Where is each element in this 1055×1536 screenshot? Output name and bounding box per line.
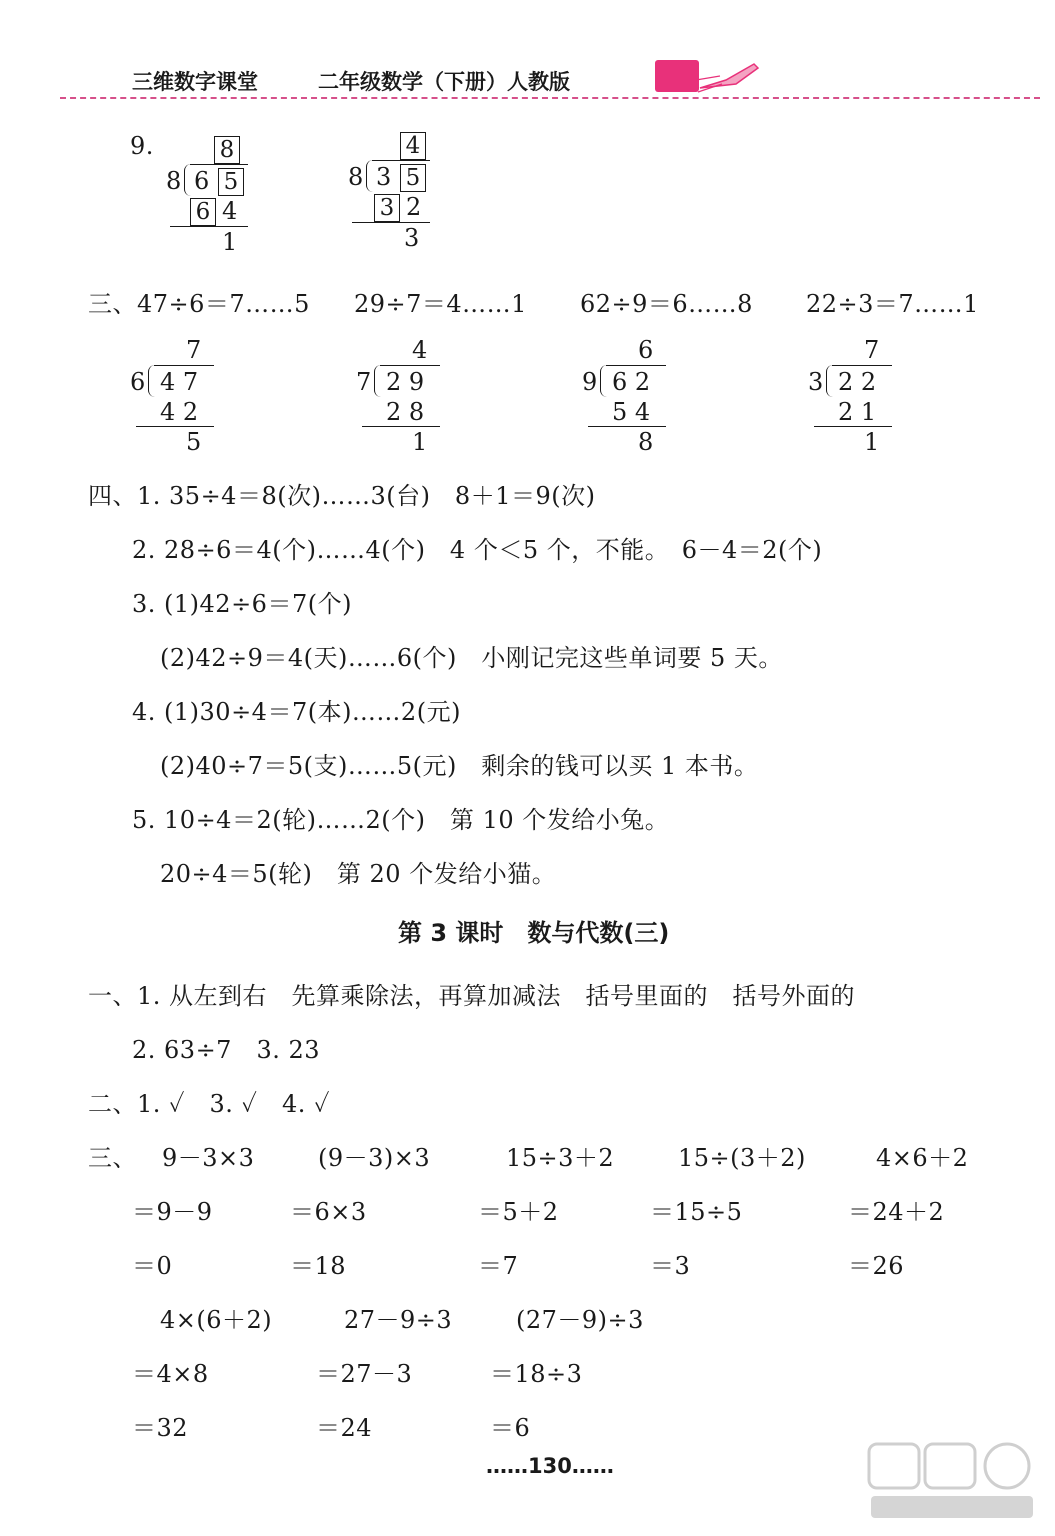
sec3-equation: 三、47÷6＝7……5 (88, 290, 310, 318)
dividend: 2 2 (838, 368, 877, 396)
division-bar (372, 160, 430, 161)
header-divider (60, 97, 1040, 99)
sec4-line: (2)42÷9＝4(天)……6(个) 小刚记完这些单词要 5 天。 (160, 644, 783, 672)
part2-line: 二、1. ✓ 3. ✓ 4. ✓ (88, 1090, 331, 1118)
product: 2 8 (386, 398, 425, 426)
calc-step: ＝5＋2 (478, 1198, 559, 1226)
remainder: 8 (638, 428, 654, 456)
subtraction-line (588, 426, 666, 427)
remainder: 5 (186, 428, 202, 456)
subtraction-line (136, 426, 214, 427)
calc-step: 15÷3＋2 (506, 1144, 615, 1172)
sec4-line: 3. (1)42÷6＝7(个) (132, 590, 352, 618)
remainder: 1 (412, 428, 428, 456)
lesson-title: 第 3 课时 数与代数(三) (398, 919, 670, 947)
division-bar (606, 365, 666, 366)
sec4-line: (2)40÷7＝5(支)……5(元) 剩余的钱可以买 1 本书。 (160, 752, 759, 780)
q9-label: 9. (130, 132, 154, 160)
calc-step: 4×6＋2 (876, 1144, 969, 1172)
subtraction-line (362, 426, 440, 427)
sec4-line: 4. (1)30÷4＝7(本)……2(元) (132, 698, 461, 726)
division-bracket (148, 365, 155, 397)
calc-step: ＝7 (478, 1252, 519, 1280)
quotient: 4 (412, 336, 428, 364)
calc-step: 15÷(3＋2) (678, 1144, 806, 1172)
calc-step: (9－3)×3 (318, 1144, 431, 1172)
division-bar (380, 365, 440, 366)
calc-step: ＝0 (132, 1252, 173, 1280)
dividend-box: 5 (400, 164, 426, 192)
header-book-title: 二年级数学（下册）人教版 (318, 70, 570, 94)
page-number: ……130…… (486, 1454, 614, 1478)
calc-step: ＝32 (132, 1414, 189, 1442)
product-box: 3 (374, 194, 400, 222)
calc-step: ＝4×8 (132, 1360, 209, 1388)
division-bracket (366, 160, 373, 192)
sec4-line: 四、1. 35÷4＝8(次)……3(台) 8＋1＝9(次) (88, 482, 596, 510)
remainder: 3 (404, 224, 420, 252)
calc-step: ＝9－9 (132, 1198, 213, 1226)
subtraction-line (814, 426, 892, 427)
division-bracket (374, 365, 381, 397)
calc-step: (27－9)÷3 (516, 1306, 644, 1334)
division-bar (190, 164, 248, 165)
header-series: 三维数字课堂 (132, 70, 258, 94)
calc-step: ＝24＋2 (848, 1198, 945, 1226)
calc-step: ＝6×3 (290, 1198, 367, 1226)
part1-line1: 一、1. 从左到右 先算乘除法，再算加减法 括号里面的 括号外面的 (88, 982, 856, 1010)
product-digit: 4 (222, 197, 238, 225)
header-badge (655, 60, 699, 92)
subtraction-line (170, 226, 248, 227)
dividend: 4 7 (160, 368, 199, 396)
sec3-equation: 29÷7＝4……1 (354, 290, 527, 318)
calc-step: 27－9÷3 (344, 1306, 453, 1334)
calc-step: ＝27－3 (316, 1360, 413, 1388)
dividend-digit: 6 (194, 167, 210, 195)
watermark-logo (867, 1442, 1037, 1522)
remainder: 1 (864, 428, 880, 456)
product-digit: 2 (406, 193, 422, 221)
dividend-digit: 3 (376, 163, 392, 191)
calc-step: 9－3×3 (162, 1144, 255, 1172)
quotient: 7 (864, 336, 880, 364)
part1-line2: 2. 63÷7 3. 23 (132, 1036, 321, 1064)
rocket-icon (696, 58, 766, 94)
quotient: 7 (186, 336, 202, 364)
calc-step: ＝26 (848, 1252, 905, 1280)
calc-step: ＝24 (316, 1414, 373, 1442)
calc-step: 4×(6＋2) (160, 1306, 273, 1334)
sec3-equation: 22÷3＝7……1 (806, 290, 979, 318)
sec4-line: 5. 10÷4＝2(轮)……2(个) 第 10 个发给小兔。 (132, 806, 670, 834)
calc-step: ＝15÷5 (650, 1198, 743, 1226)
dividend: 2 9 (386, 368, 425, 396)
dividend-box: 5 (218, 168, 244, 196)
division-bar (832, 365, 892, 366)
divisor: 8 (348, 163, 364, 191)
subtraction-line (352, 222, 430, 223)
product: 2 1 (838, 398, 877, 426)
quotient: 6 (638, 336, 654, 364)
division-bracket (600, 365, 607, 397)
divisor: 3 (808, 368, 824, 396)
division-bar (154, 365, 214, 366)
remainder: 1 (222, 228, 238, 256)
division-bracket (826, 365, 833, 397)
calc-step: ＝18 (290, 1252, 347, 1280)
divisor: 6 (130, 368, 146, 396)
product: 5 4 (612, 398, 651, 426)
calc-step: ＝3 (650, 1252, 691, 1280)
divisor: 7 (356, 368, 372, 396)
divisor: 9 (582, 368, 598, 396)
product: 4 2 (160, 398, 199, 426)
calc-step: ＝6 (490, 1414, 531, 1442)
dividend: 6 2 (612, 368, 651, 396)
product-box: 6 (190, 198, 216, 226)
sec3-equation: 62÷9＝6……8 (580, 290, 753, 318)
division-bracket (184, 164, 191, 196)
sec4-line: 2. 28÷6＝4(个)……4(个) 4 个＜5 个，不能。 6－4＝2(个) (132, 536, 823, 564)
quotient-box: 8 (214, 136, 240, 164)
sec4-line: 20÷4＝5(轮) 第 20 个发给小猫。 (160, 860, 557, 888)
calc-step: ＝18÷3 (490, 1360, 583, 1388)
part3-label: 三、 (88, 1144, 137, 1172)
divisor: 8 (166, 167, 182, 195)
quotient-box: 4 (400, 132, 426, 160)
